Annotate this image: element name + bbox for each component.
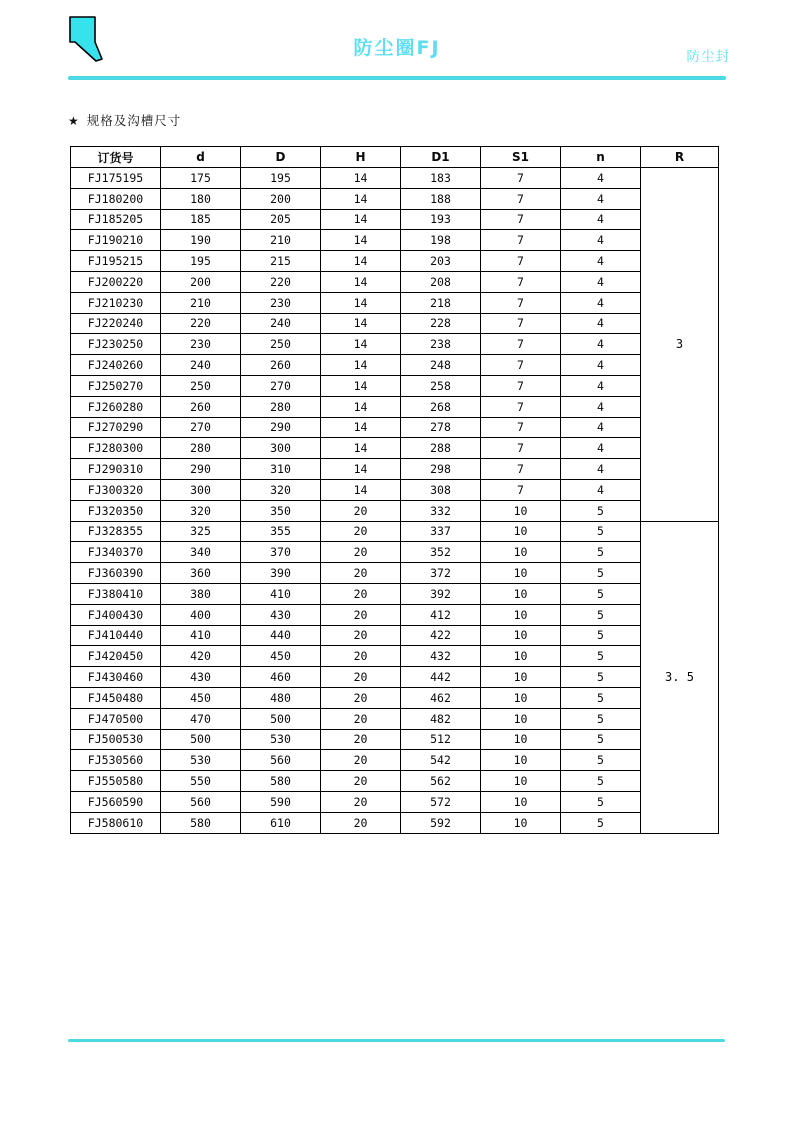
table-cell: 440 — [241, 625, 321, 646]
order-code-cell: FJ560590 — [71, 791, 161, 812]
table-cell: 203 — [401, 251, 481, 272]
table-row — [71, 355, 719, 376]
order-code-cell: FJ420450 — [71, 646, 161, 667]
table-row — [71, 791, 719, 812]
order-code-cell: FJ175195 — [71, 168, 161, 189]
table-cell: 10 — [481, 687, 561, 708]
header-divider — [68, 76, 726, 80]
table-cell: 300 — [161, 479, 241, 500]
table-cell: 10 — [481, 812, 561, 833]
table-cell: 442 — [401, 667, 481, 688]
table-cell: 352 — [401, 542, 481, 563]
table-cell: 250 — [161, 375, 241, 396]
table-cell: 7 — [481, 292, 561, 313]
section-title — [68, 111, 181, 129]
table-cell: 5 — [561, 729, 641, 750]
table-cell: 4 — [561, 396, 641, 417]
column-header: D1 — [401, 147, 481, 168]
table-cell: 7 — [481, 251, 561, 272]
table-row — [71, 271, 719, 292]
table-cell: 20 — [321, 667, 401, 688]
table-cell: 14 — [321, 417, 401, 438]
order-code-cell: FJ270290 — [71, 417, 161, 438]
table-cell: 5 — [561, 500, 641, 521]
table-cell: 190 — [161, 230, 241, 251]
table-cell: 228 — [401, 313, 481, 334]
table-cell: 10 — [481, 750, 561, 771]
table-row — [71, 687, 719, 708]
table-row — [71, 375, 719, 396]
table-cell: 230 — [241, 292, 321, 313]
table-cell: 288 — [401, 438, 481, 459]
table-cell: 7 — [481, 438, 561, 459]
table-cell: 290 — [241, 417, 321, 438]
table-cell: 14 — [321, 292, 401, 313]
table-cell: 14 — [321, 459, 401, 480]
table-cell: 470 — [161, 708, 241, 729]
table-cell: 7 — [481, 396, 561, 417]
table-cell: 10 — [481, 667, 561, 688]
star-icon: ★ — [68, 114, 80, 128]
table-row — [71, 625, 719, 646]
table-row — [71, 396, 719, 417]
table-cell: 4 — [561, 168, 641, 189]
table-cell: 14 — [321, 209, 401, 230]
table-cell: 412 — [401, 604, 481, 625]
order-code-cell: FJ220240 — [71, 313, 161, 334]
table-row — [71, 188, 719, 209]
table-cell: 220 — [161, 313, 241, 334]
table-cell: 218 — [401, 292, 481, 313]
section-title-text: 规格及沟槽尺寸 — [86, 113, 182, 128]
table-cell: 450 — [241, 646, 321, 667]
order-code-cell: FJ230250 — [71, 334, 161, 355]
table-cell: 5 — [561, 625, 641, 646]
table-row — [71, 209, 719, 230]
table-cell: 430 — [161, 667, 241, 688]
table-cell: 372 — [401, 563, 481, 584]
table-cell: 450 — [161, 687, 241, 708]
table-cell: 422 — [401, 625, 481, 646]
table-cell: 7 — [481, 334, 561, 355]
table-cell: 20 — [321, 542, 401, 563]
table-cell: 300 — [241, 438, 321, 459]
table-cell: 198 — [401, 230, 481, 251]
spec-table-body — [71, 168, 719, 834]
spec-table-head — [71, 147, 719, 168]
table-cell: 10 — [481, 563, 561, 584]
table-cell: 248 — [401, 355, 481, 376]
table-cell: 280 — [161, 438, 241, 459]
table-cell: 14 — [321, 168, 401, 189]
table-cell: 5 — [561, 604, 641, 625]
order-code-cell: FJ240260 — [71, 355, 161, 376]
table-cell: 310 — [241, 459, 321, 480]
table-cell: 4 — [561, 209, 641, 230]
table-cell: 5 — [561, 583, 641, 604]
table-cell: 20 — [321, 687, 401, 708]
table-cell: 320 — [241, 479, 321, 500]
table-cell: 590 — [241, 791, 321, 812]
table-cell: 580 — [161, 812, 241, 833]
table-cell: 20 — [321, 500, 401, 521]
table-cell: 432 — [401, 646, 481, 667]
table-cell: 400 — [161, 604, 241, 625]
table-cell: 14 — [321, 396, 401, 417]
table-cell: 462 — [401, 687, 481, 708]
table-row — [71, 459, 719, 480]
table-cell: 610 — [241, 812, 321, 833]
table-cell: 4 — [561, 251, 641, 272]
table-row — [71, 750, 719, 771]
table-cell: 5 — [561, 771, 641, 792]
column-header: 订货号 — [71, 147, 161, 168]
order-code-cell: FJ260280 — [71, 396, 161, 417]
table-cell: 5 — [561, 750, 641, 771]
table-row — [71, 812, 719, 833]
table-cell: 14 — [321, 355, 401, 376]
r-value-cell: 3 — [641, 168, 719, 522]
table-cell: 240 — [241, 313, 321, 334]
table-cell: 20 — [321, 729, 401, 750]
table-row — [71, 563, 719, 584]
table-cell: 185 — [161, 209, 241, 230]
table-cell: 10 — [481, 646, 561, 667]
table-row — [71, 646, 719, 667]
column-header: d — [161, 147, 241, 168]
table-cell: 14 — [321, 438, 401, 459]
table-row — [71, 334, 719, 355]
table-cell: 14 — [321, 230, 401, 251]
order-code-cell: FJ185205 — [71, 209, 161, 230]
table-cell: 20 — [321, 625, 401, 646]
table-cell: 5 — [561, 687, 641, 708]
table-cell: 5 — [561, 708, 641, 729]
r-value-cell: 3. 5 — [641, 521, 719, 833]
table-cell: 530 — [161, 750, 241, 771]
table-cell: 308 — [401, 479, 481, 500]
table-cell: 193 — [401, 209, 481, 230]
table-cell: 560 — [161, 791, 241, 812]
order-code-cell: FJ580610 — [71, 812, 161, 833]
table-cell: 20 — [321, 791, 401, 812]
table-cell: 7 — [481, 479, 561, 500]
table-cell: 270 — [161, 417, 241, 438]
table-cell: 7 — [481, 313, 561, 334]
table-cell: 10 — [481, 521, 561, 542]
order-code-cell: FJ500530 — [71, 729, 161, 750]
table-cell: 20 — [321, 563, 401, 584]
table-cell: 325 — [161, 521, 241, 542]
table-cell: 4 — [561, 334, 641, 355]
table-cell: 580 — [241, 771, 321, 792]
spec-table — [70, 146, 719, 834]
table-row — [71, 313, 719, 334]
table-row — [71, 230, 719, 251]
table-row — [71, 729, 719, 750]
order-code-cell: FJ550580 — [71, 771, 161, 792]
order-code-cell: FJ400430 — [71, 604, 161, 625]
table-row — [71, 708, 719, 729]
table-cell: 220 — [241, 271, 321, 292]
table-cell: 268 — [401, 396, 481, 417]
table-cell: 7 — [481, 417, 561, 438]
order-code-cell: FJ280300 — [71, 438, 161, 459]
order-code-cell: FJ195215 — [71, 251, 161, 272]
column-header: n — [561, 147, 641, 168]
table-cell: 20 — [321, 521, 401, 542]
table-cell: 14 — [321, 313, 401, 334]
table-cell: 572 — [401, 791, 481, 812]
table-cell: 260 — [241, 355, 321, 376]
table-cell: 5 — [561, 646, 641, 667]
table-cell: 420 — [161, 646, 241, 667]
table-cell: 4 — [561, 417, 641, 438]
table-cell: 280 — [241, 396, 321, 417]
table-cell: 512 — [401, 729, 481, 750]
table-cell: 195 — [161, 251, 241, 272]
table-cell: 298 — [401, 459, 481, 480]
column-header: D — [241, 147, 321, 168]
order-code-cell: FJ250270 — [71, 375, 161, 396]
table-cell: 10 — [481, 604, 561, 625]
table-cell: 208 — [401, 271, 481, 292]
table-cell: 390 — [241, 563, 321, 584]
table-cell: 210 — [241, 230, 321, 251]
table-cell: 560 — [241, 750, 321, 771]
table-row — [71, 438, 719, 459]
table-cell: 14 — [321, 375, 401, 396]
table-cell: 7 — [481, 355, 561, 376]
table-cell: 188 — [401, 188, 481, 209]
table-cell: 4 — [561, 438, 641, 459]
table-cell: 320 — [161, 500, 241, 521]
table-cell: 200 — [161, 271, 241, 292]
table-cell: 5 — [561, 791, 641, 812]
table-cell: 290 — [161, 459, 241, 480]
table-cell: 4 — [561, 188, 641, 209]
table-cell: 7 — [481, 271, 561, 292]
header-row — [71, 147, 719, 168]
order-code-cell: FJ300320 — [71, 479, 161, 500]
table-cell: 7 — [481, 168, 561, 189]
table-cell: 7 — [481, 188, 561, 209]
table-cell: 4 — [561, 313, 641, 334]
table-cell: 4 — [561, 230, 641, 251]
table-cell: 500 — [241, 708, 321, 729]
header-corner-label: 防尘封 — [686, 49, 730, 65]
order-code-cell: FJ290310 — [71, 459, 161, 480]
table-cell: 5 — [561, 667, 641, 688]
order-code-cell: FJ328355 — [71, 521, 161, 542]
column-header: R — [641, 147, 719, 168]
footer-divider — [68, 1039, 725, 1042]
table-cell: 10 — [481, 771, 561, 792]
table-row — [71, 604, 719, 625]
table-cell: 258 — [401, 375, 481, 396]
table-cell: 10 — [481, 708, 561, 729]
table-cell: 260 — [161, 396, 241, 417]
table-cell: 360 — [161, 563, 241, 584]
table-cell: 4 — [561, 375, 641, 396]
column-header: H — [321, 147, 401, 168]
table-cell: 4 — [561, 355, 641, 376]
table-cell: 250 — [241, 334, 321, 355]
table-cell: 7 — [481, 375, 561, 396]
table-cell: 10 — [481, 791, 561, 812]
table-cell: 5 — [561, 563, 641, 584]
table-cell: 7 — [481, 459, 561, 480]
table-cell: 340 — [161, 542, 241, 563]
table-row — [71, 251, 719, 272]
table-row — [71, 417, 719, 438]
table-row — [71, 292, 719, 313]
table-cell: 20 — [321, 708, 401, 729]
table-cell: 175 — [161, 168, 241, 189]
order-code-cell: FJ380410 — [71, 583, 161, 604]
table-cell: 200 — [241, 188, 321, 209]
table-cell: 542 — [401, 750, 481, 771]
table-cell: 20 — [321, 750, 401, 771]
order-code-cell: FJ410440 — [71, 625, 161, 646]
table-cell: 14 — [321, 251, 401, 272]
table-cell: 180 — [161, 188, 241, 209]
table-cell: 355 — [241, 521, 321, 542]
table-cell: 195 — [241, 168, 321, 189]
table-cell: 240 — [161, 355, 241, 376]
table-cell: 482 — [401, 708, 481, 729]
table-cell: 20 — [321, 604, 401, 625]
table-cell: 4 — [561, 479, 641, 500]
table-cell: 238 — [401, 334, 481, 355]
table-cell: 410 — [161, 625, 241, 646]
table-cell: 480 — [241, 687, 321, 708]
table-cell: 210 — [161, 292, 241, 313]
table-row — [71, 667, 719, 688]
table-row — [71, 542, 719, 563]
column-header: S1 — [481, 147, 561, 168]
page-title: 防尘圈FJ — [353, 37, 441, 59]
table-cell: 20 — [321, 771, 401, 792]
table-cell: 592 — [401, 812, 481, 833]
table-cell: 5 — [561, 812, 641, 833]
table-cell: 460 — [241, 667, 321, 688]
table-cell: 4 — [561, 292, 641, 313]
table-cell: 370 — [241, 542, 321, 563]
table-cell: 392 — [401, 583, 481, 604]
table-cell: 380 — [161, 583, 241, 604]
table-cell: 278 — [401, 417, 481, 438]
table-row — [71, 168, 719, 189]
table-cell: 183 — [401, 168, 481, 189]
table-cell: 205 — [241, 209, 321, 230]
order-code-cell: FJ200220 — [71, 271, 161, 292]
table-cell: 562 — [401, 771, 481, 792]
table-cell: 10 — [481, 625, 561, 646]
order-code-cell: FJ210230 — [71, 292, 161, 313]
table-cell: 430 — [241, 604, 321, 625]
table-cell: 332 — [401, 500, 481, 521]
table-row — [71, 583, 719, 604]
table-cell: 20 — [321, 812, 401, 833]
order-code-cell: FJ430460 — [71, 667, 161, 688]
table-cell: 10 — [481, 500, 561, 521]
table-cell: 20 — [321, 583, 401, 604]
table-row — [71, 500, 719, 521]
table-cell: 14 — [321, 334, 401, 355]
table-cell: 5 — [561, 521, 641, 542]
table-cell: 270 — [241, 375, 321, 396]
order-code-cell: FJ470500 — [71, 708, 161, 729]
table-row — [71, 771, 719, 792]
table-cell: 14 — [321, 188, 401, 209]
table-cell: 14 — [321, 479, 401, 500]
table-cell: 410 — [241, 583, 321, 604]
table-cell: 10 — [481, 542, 561, 563]
table-cell: 215 — [241, 251, 321, 272]
table-cell: 337 — [401, 521, 481, 542]
order-code-cell: FJ190210 — [71, 230, 161, 251]
order-code-cell: FJ360390 — [71, 563, 161, 584]
table-cell: 4 — [561, 271, 641, 292]
table-cell: 5 — [561, 542, 641, 563]
table-cell: 7 — [481, 209, 561, 230]
table-row — [71, 479, 719, 500]
table-cell: 350 — [241, 500, 321, 521]
table-cell: 550 — [161, 771, 241, 792]
table-cell: 10 — [481, 729, 561, 750]
table-cell: 20 — [321, 646, 401, 667]
table-cell: 230 — [161, 334, 241, 355]
table-cell: 500 — [161, 729, 241, 750]
table-cell: 7 — [481, 230, 561, 251]
order-code-cell: FJ320350 — [71, 500, 161, 521]
order-code-cell: FJ340370 — [71, 542, 161, 563]
table-cell: 4 — [561, 459, 641, 480]
order-code-cell: FJ530560 — [71, 750, 161, 771]
table-cell: 530 — [241, 729, 321, 750]
order-code-cell: FJ180200 — [71, 188, 161, 209]
table-cell: 14 — [321, 271, 401, 292]
table-cell: 10 — [481, 583, 561, 604]
order-code-cell: FJ450480 — [71, 687, 161, 708]
table-row — [71, 521, 719, 542]
